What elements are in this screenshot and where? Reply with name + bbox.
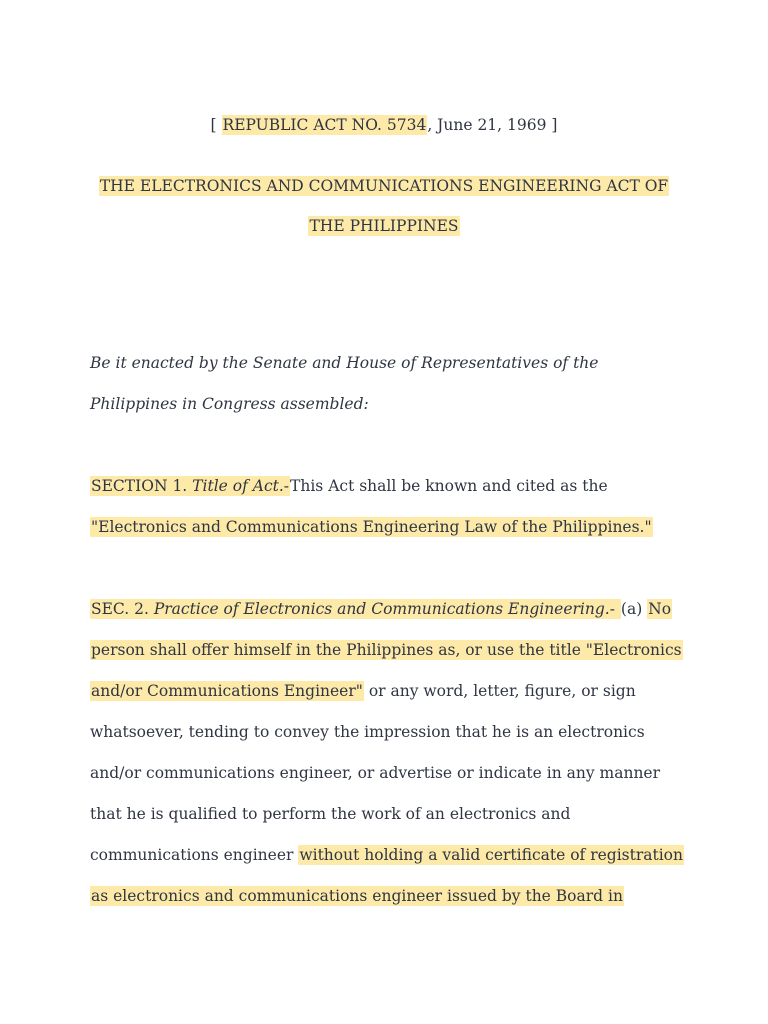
section-2-text-3-rest: or any word, letter, figure, or sign [363,682,636,700]
section-2-label: SEC. 2. [91,600,154,618]
section-1-line-1 [90,475,690,497]
section-2-text-8: as electronics and communications engineer issued by the Board in [91,887,623,905]
act-title-line-1 [0,175,768,197]
act-date: , June 21, 1969 ] [427,116,558,134]
enacting-clause-text-1: Be it enacted by the Senate and House of Representatives of the [90,354,599,372]
enacting-clause-line-2 [90,393,690,415]
section-2-text-6: that he is qualified to perform the work of an electronics and [90,805,571,823]
section-2-text-7-plain: communications engineer [90,846,299,864]
section-2-a-marker: (a) [620,600,648,618]
enacting-clause-text-2: Philippines in Congress assembled: [90,395,369,413]
section-2-text-5: and/or communications engineer, or advertise or indicate in any manner [90,764,661,782]
section-1-citation-b: ectronics and Communications Engineering Law of the Philippines." [114,518,652,536]
section-1-label: SECTION 1. [91,477,193,495]
section-1-text: This Act shall be known and cited as the [290,477,608,495]
section-1-title: Title of Act. [192,477,284,495]
section-2-line-8 [90,885,690,907]
section-2-line-2 [90,639,690,661]
section-1-line-2 [90,516,690,538]
section-2-line-6 [90,803,690,825]
section-2-line-4 [90,721,690,743]
section-1-dash: - [283,477,290,495]
section-2-line-3 [90,680,690,702]
section-2-text-3-highlight: and/or Communications Engineer" [91,682,363,700]
section-2-heading [90,599,621,619]
bracket-open: [ [210,116,222,134]
section-2-line-5 [90,762,690,784]
section-1-citation [90,517,653,537]
act-title-text-2: THE PHILIPPINES [309,217,459,235]
section-2-text-7-highlight: without holding a valid certificate of registration [299,846,683,864]
section-2-line-7 [90,844,690,866]
section-1-citation-a: "El [91,518,115,536]
act-number: REPUBLIC ACT NO. 5734 [222,116,427,134]
enacting-clause-line-1 [90,352,690,374]
section-1-heading [90,476,290,496]
section-2-dash: - [609,600,620,618]
act-title-text-1: THE ELECTRONICS AND COMMUNICATIONS ENGINEERING ACT OF [99,177,669,195]
section-2-title: Practice of Electronics and Communications Engineering. [153,600,610,618]
act-title-line-2 [0,215,768,237]
section-2-text-2: person shall offer himself in the Philippines as, or use the title "Electronics [91,641,682,659]
section-2-no: No [648,600,672,618]
act-header [0,114,768,136]
section-2-text-4: whatsoever, tending to convey the impression that he is an electronics [90,723,645,741]
section-2-line-1 [90,598,690,620]
